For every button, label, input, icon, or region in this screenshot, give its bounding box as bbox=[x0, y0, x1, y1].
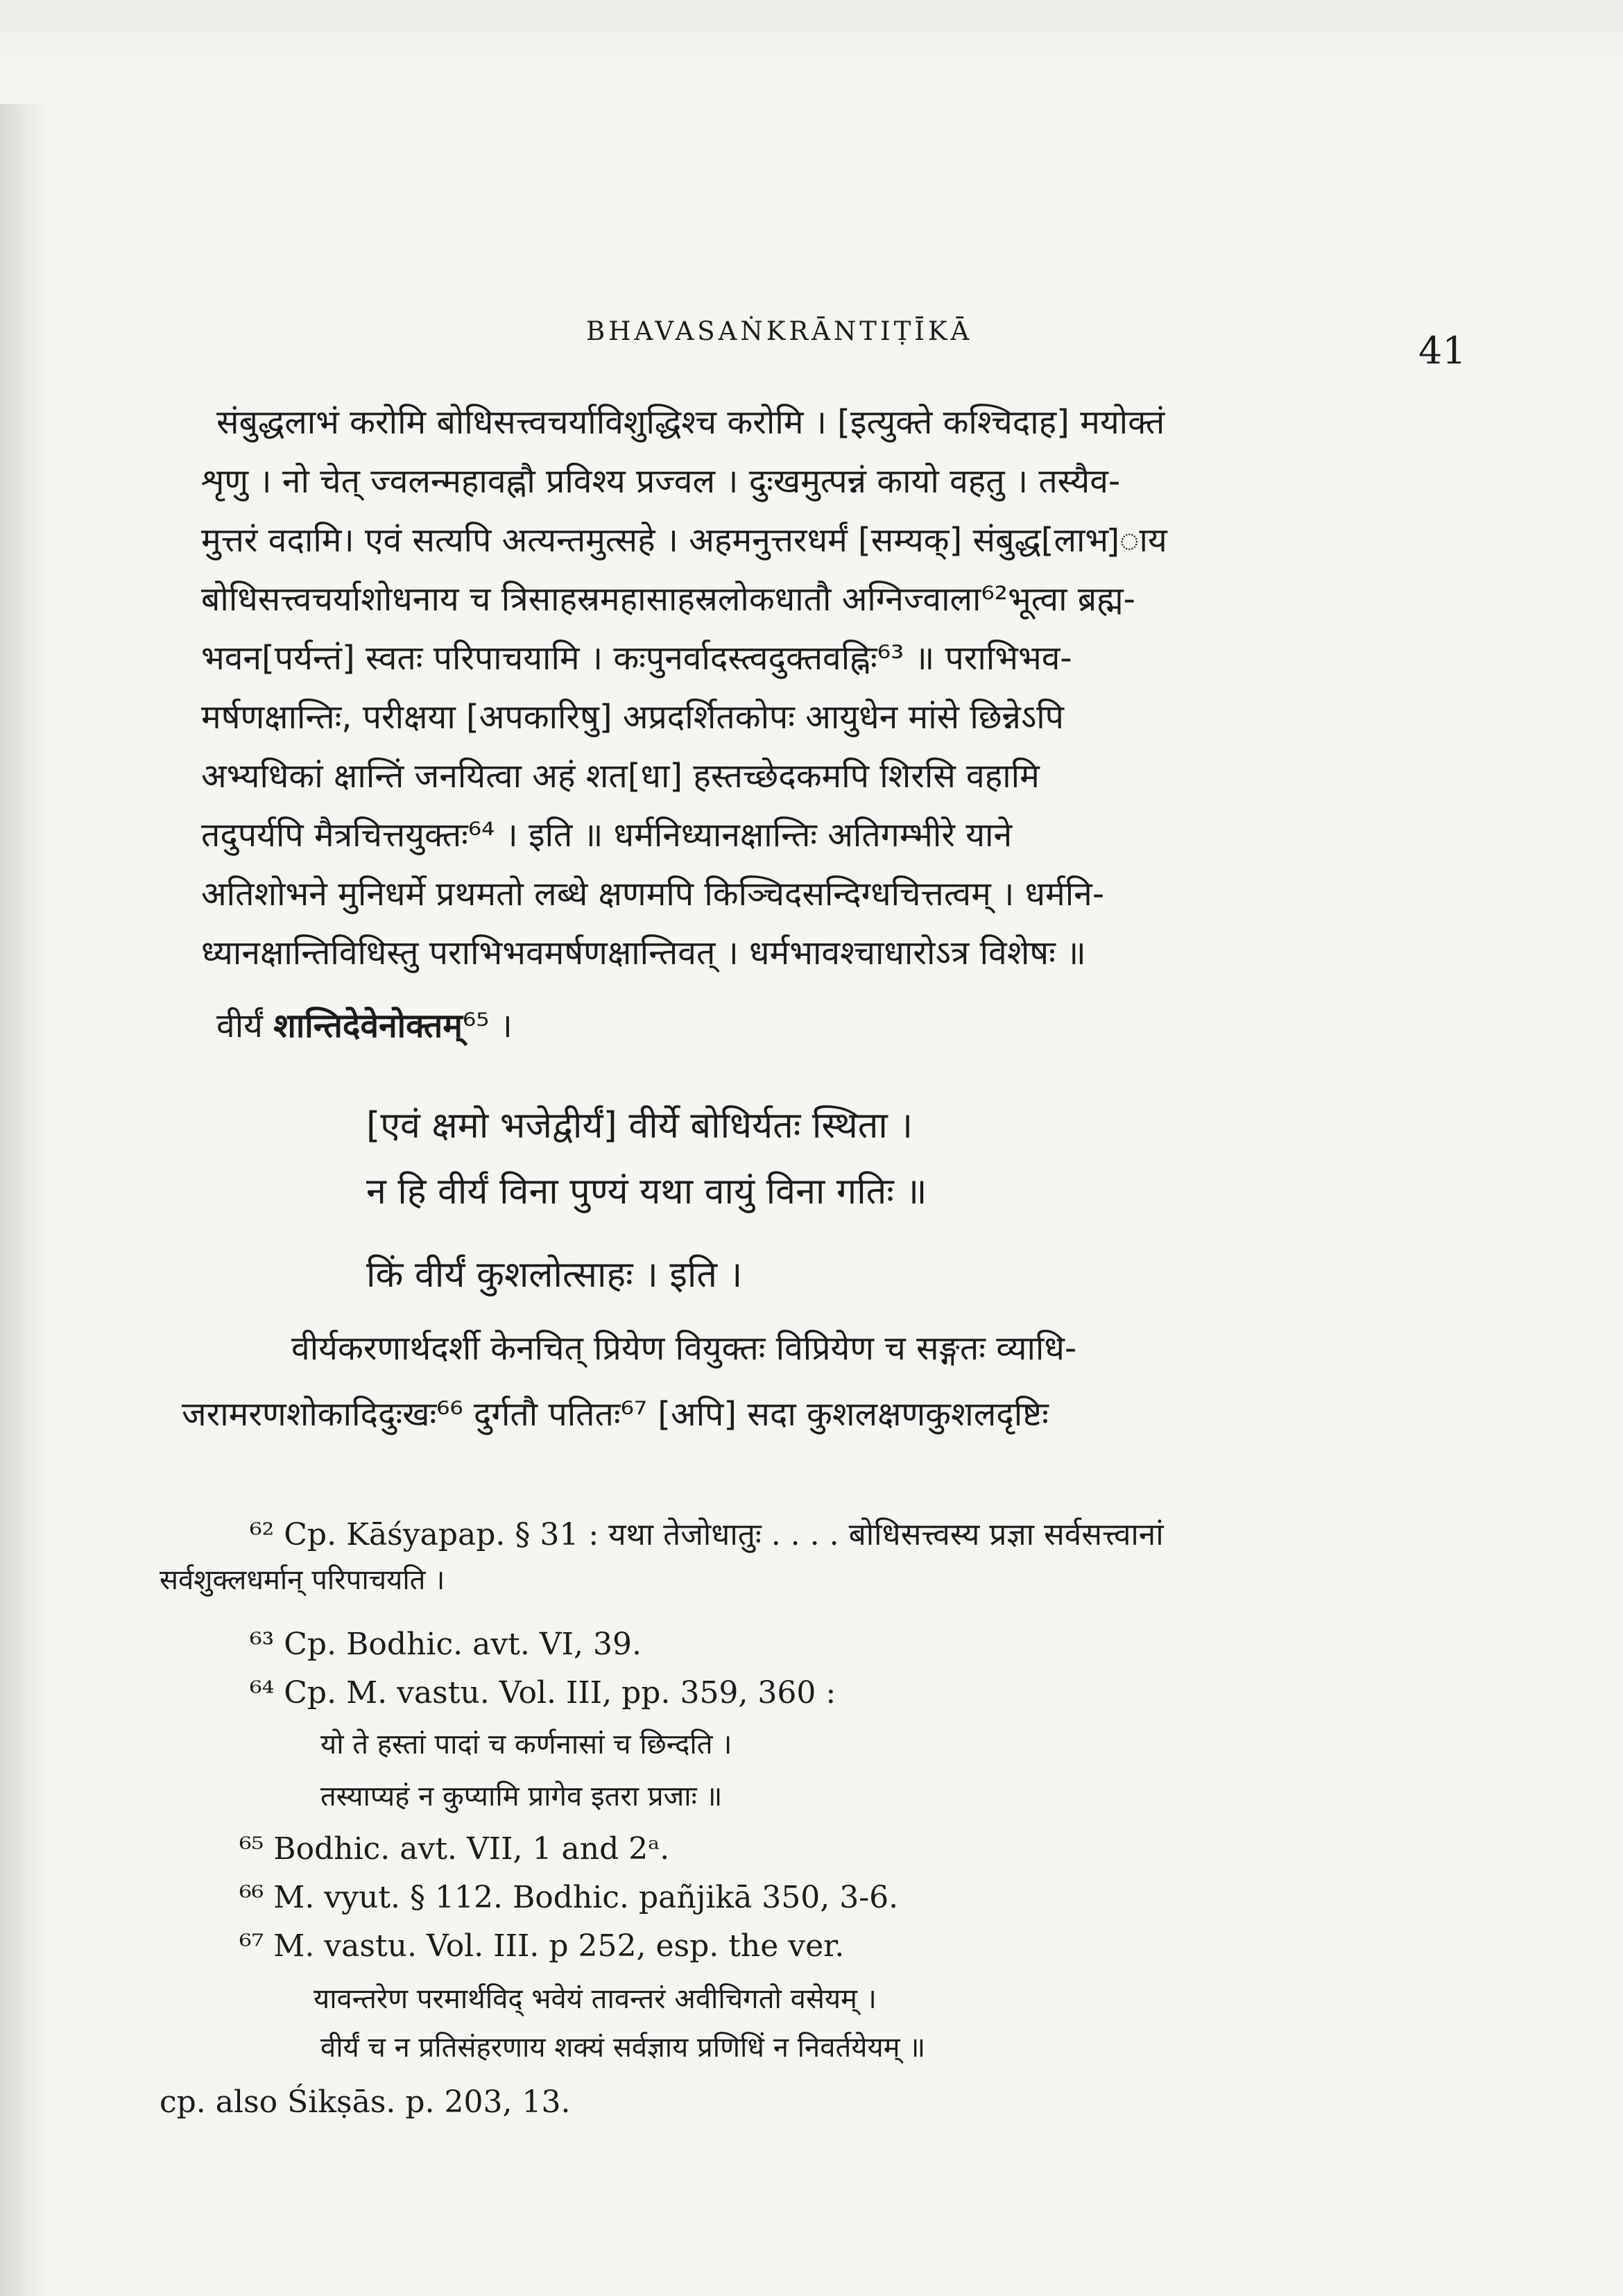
body-line: जरामरणशोकादिदुःखः⁶⁶ दुर्गतौ पतितः⁶⁷ [अपि] सदा कुशलक्षणकुशलदृष्टिः bbox=[182, 1395, 1049, 1434]
body-line: वीर्यकरणार्थदर्शी केनचित् प्रियेण वियुक्तः विप्रियेण च सङ्गतः व्याधि- bbox=[291, 1329, 1077, 1368]
body-line: अभ्यधिकां क्षान्तिं जनयित्वा अहं शत[धा] हस्तच्छेदकमपि शिरसि वहामि bbox=[201, 757, 1040, 796]
virya-heading-bold: शान्तिदेवेनोक्तम् bbox=[273, 1006, 463, 1045]
footnote-crossref: cp. also Śikṣās. p. 203, 13. bbox=[160, 2084, 571, 2120]
body-line: तदुपर्यपि मैत्रचित्तयुक्तः⁶⁴ । इति ॥ धर्मनिध्यानक्षान्तिः अतिगम्भीरे याने bbox=[201, 816, 1013, 855]
body-line: संबुद्धलाभं करोमि बोधिसत्त्वचर्याविशुद्धिश्च करोमि । [इत्युक्ते कश्चिदाह] मयोक्तं bbox=[216, 403, 1165, 442]
footnote-64-verse: तस्याप्यहं न कुप्यामि प्रागेव इतरा प्रजाः ॥ bbox=[320, 1781, 723, 1813]
running-header: BHAVASAṄKRĀNTIṬĪKĀ bbox=[586, 316, 973, 346]
verse-line: न हि वीर्यं विना पुण्यं यथा वायुं विना गतिः ॥ bbox=[366, 1171, 927, 1213]
verse-line: [एवं क्षमो भजेद्वीर्यं] वीर्ये बोधिर्यतः स्थिता । bbox=[366, 1105, 913, 1147]
body-line: बोधिसत्त्वचर्याशोधनाय च त्रिसाहस्रमहासाहस्रलोकधातौ अग्निज्वाला⁶²भूत्वा ब्रह्म- bbox=[201, 580, 1135, 619]
verse-line: किं वीर्यं कुशलोत्साहः । इति । bbox=[366, 1254, 743, 1296]
footnote-67-verse: वीर्यं च न प्रतिसंहरणाय शक्यं सर्वज्ञाय प्रणिधिं न निवर्तयेयम् ॥ bbox=[320, 2032, 926, 2064]
footnote-62-continued: सर्वशुक्लधर्मान् परिपाचयति । bbox=[160, 1564, 445, 1596]
virya-heading bbox=[216, 1002, 513, 1047]
footnote-67-verse: यावन्तरेण परमार्थविद् भवेयं तावन्तरं अवीचिगतो वसेयम् । bbox=[314, 1983, 877, 2015]
footnote-65: ⁶⁵ Bodhic. avt. VII, 1 and 2ᵃ. bbox=[239, 1831, 670, 1867]
page-number: 41 bbox=[1418, 329, 1466, 372]
footnote-66: ⁶⁶ M. vyut. § 112. Bodhic. pañjikā 350, 3-6. bbox=[239, 1880, 899, 1915]
footnote-67: ⁶⁷ M. vastu. Vol. III. p 252, esp. the ver. bbox=[239, 1928, 845, 1964]
footnote-63: ⁶³ Cp. Bodhic. avt. VI, 39. bbox=[250, 1627, 642, 1662]
virya-heading-suffix: ⁶⁵ । bbox=[462, 1006, 513, 1045]
body-line: अतिशोभने मुनिधर्मे प्रथमतो लब्धे क्षणमपि किञ्चिदसन्दिग्धचित्तत्वम् । धर्मनि- bbox=[201, 875, 1105, 914]
body-line: मुत्तरं वदामि। एवं सत्यपि अत्यन्तमुत्सहे । अहमनुत्तरधर्मं [सम्यक्] संबुद्ध[लाभ]ाय bbox=[201, 521, 1167, 560]
footnote-64-verse: यो ते हस्तां पादां च कर्णनासां च छिन्दति । bbox=[320, 1729, 732, 1760]
body-line: ध्यानक्षान्तिविधिस्तु पराभिभवमर्षणक्षान्तिवत् । धर्मभावश्चाधारोऽत्र विशेषः ॥ bbox=[201, 934, 1086, 973]
body-line: मर्षणक्षान्तिः, परीक्षया [अपकारिषु] अप्रदर्शितकोपः आयुधेन मांसे छिन्नेऽपि bbox=[201, 698, 1064, 737]
virya-heading-prefix: वीर्यं bbox=[216, 1006, 274, 1045]
footnote-62: ⁶² Cp. Kāśyapap. § 31 : यथा तेजोधातुः . . . . बोधिसत्त्वस्य प्रज्ञा सर्वसत्त्वानां bbox=[250, 1517, 1164, 1552]
footnote-64: ⁶⁴ Cp. M. vastu. Vol. III, pp. 359, 360 : bbox=[250, 1675, 836, 1711]
body-line: शृणु । नो चेत् ज्वलन्महावह्नौ प्रविश्य प्रज्वल । दुःखमुत्पन्नं कायो वहतु । तस्यैव- bbox=[201, 462, 1121, 501]
body-line: भवन[पर्यन्तं] स्वतः परिपाचयामि । कःपुनर्वादस्त्वदुक्तवह्निः⁶³ ॥ पराभिभव- bbox=[201, 639, 1072, 678]
